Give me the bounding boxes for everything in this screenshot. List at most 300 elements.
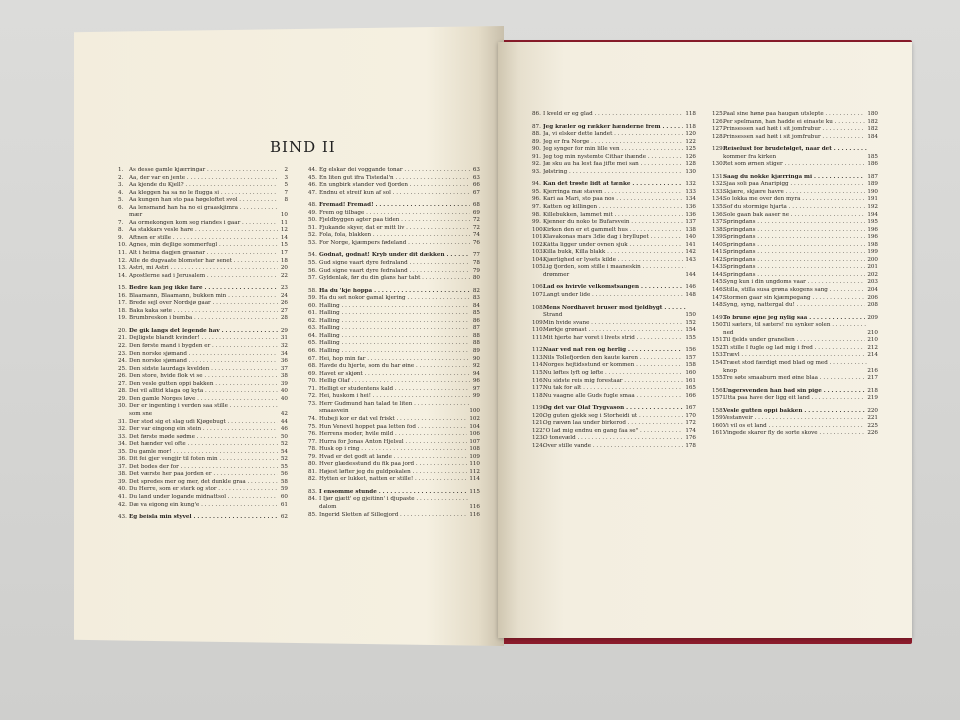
toc-entry-number: 150.: [712, 322, 725, 329]
toc-entry-page: 214: [867, 352, 878, 359]
toc-entry-page: 199: [867, 249, 878, 256]
toc-entry-title: Baka kaka søte . . .: [129, 308, 278, 316]
toc-entry-number: 39.: [118, 478, 127, 485]
toc-entry: [308, 461, 480, 469]
toc-entry: [712, 337, 878, 345]
toc-entry-title: Springdans . . .: [723, 249, 865, 257]
toc-entry: [118, 190, 288, 198]
toc-entry-title: Mørkje grønast . . .: [543, 327, 683, 335]
toc-entry-page: 52: [280, 456, 288, 463]
toc-entry: [118, 273, 288, 281]
toc-entry-number: 71.: [308, 385, 317, 392]
toc-entry-number: 131.: [712, 173, 725, 180]
toc-entry-page: 14: [280, 234, 288, 241]
toc-entry: [118, 479, 288, 487]
toc-entry-number: 61.: [308, 310, 317, 317]
toc-entry: [308, 260, 480, 268]
toc-entry-title: Brede sejl over Nordsjø gaar . . .: [129, 300, 278, 308]
toc-entry-page: 118: [685, 111, 696, 117]
toc-entry-title: Aa kleggen ha sa no le flugga si . . .: [129, 190, 278, 198]
toc-entry: [712, 395, 878, 403]
toc-entry-title: Du land under logande midnattsol . . .: [129, 494, 278, 502]
toc-entry: [308, 386, 480, 394]
toc-entry-title: Syng, syng, nattergal du! . . .: [723, 302, 865, 310]
toc-entry-title: Ha du set nokor gamal kjering . . .: [319, 295, 470, 303]
toc-entry: [118, 449, 288, 457]
toc-entry-title: ned: [723, 329, 734, 336]
toc-entry-number: 149.: [712, 314, 725, 321]
toc-entry-page: 104: [469, 423, 480, 430]
toc-entry-title: Kirken den er et gammelt hus . . .: [543, 227, 683, 235]
toc-entry-number: 45.: [308, 174, 317, 181]
toc-entry-number: 62.: [308, 317, 317, 324]
toc-entry-number: 40.: [118, 486, 127, 493]
toc-entry: [308, 401, 480, 409]
toc-entry-title: Det bodes der for . . .: [129, 464, 278, 472]
toc-entry-title: Jeg kræler og rækker hænderne frem . . .: [543, 124, 683, 132]
toc-entry-page: 116: [469, 503, 480, 510]
toc-entry-number: 128.: [712, 133, 725, 140]
toc-entry-page: 192: [867, 204, 878, 211]
toc-entry-number: 75.: [308, 423, 317, 430]
toc-entry-page: 22: [280, 272, 288, 279]
toc-entry-number: 58.: [308, 287, 317, 294]
toc-entry-title: Endnu et streif kun af sol . . .: [319, 190, 470, 198]
toc-entry: [712, 249, 878, 257]
toc-entry-number: 22.: [118, 343, 127, 350]
toc-entry-number: 67.: [308, 355, 317, 362]
toc-entry-page: 90: [472, 355, 480, 362]
toc-entry: [532, 189, 696, 197]
toc-entry-title: Brumbreskon i bumba . . .: [129, 315, 278, 323]
toc-entry-page: 63: [472, 167, 480, 173]
toc-entry: [712, 430, 878, 438]
toc-entry-page: 18: [280, 257, 288, 264]
toc-entry-page: 3: [284, 174, 288, 181]
toc-entry-page: 88: [472, 340, 480, 347]
toc-entry-number: 154.: [712, 359, 725, 366]
toc-entry: [308, 489, 480, 497]
toc-entry-title: Og guten gjekk seg i Storheidi ut . . .: [543, 413, 683, 421]
toc-entry-title: Nu vaagne alle Guds fugle smaa . . .: [543, 393, 683, 401]
toc-entry-title: Skjære, skjære havre . . .: [723, 189, 865, 197]
toc-entry-page: 67: [472, 189, 480, 196]
toc-entry: [532, 305, 696, 313]
toc-entry-page: 160: [685, 369, 696, 376]
toc-entry-page: 141: [685, 241, 696, 248]
toc-entry-number: 13.: [118, 265, 127, 272]
toc-entry-title: Lad os hvirvle velkomstsangen . . .: [543, 284, 683, 292]
toc-entry: [118, 373, 288, 381]
toc-entry-number: 64.: [308, 332, 317, 339]
toc-entry-number: 73.: [308, 400, 317, 407]
toc-entry-title: Gyldenlak, før du din glans har tabt . . .: [319, 275, 470, 283]
toc-entry: [308, 325, 480, 333]
toc-entry-title: Springdans . . .: [723, 234, 865, 242]
toc-entry-number: 90.: [532, 146, 541, 153]
toc-entry: [118, 220, 288, 228]
toc-entry: [118, 494, 288, 502]
toc-entry-page: 115: [469, 488, 480, 495]
toc-entry-title: Jølstring . . .: [543, 169, 683, 177]
toc-entry-number: 120.: [532, 412, 545, 419]
toc-entry-title: "O lad mig endnu en gang faa se" . . .: [543, 428, 683, 436]
toc-entry-number: 18.: [118, 307, 127, 314]
toc-entry-number: 16.: [118, 292, 127, 299]
toc-entry-page: 96: [472, 378, 480, 385]
toc-entry-page: 204: [867, 287, 878, 294]
toc-entry: [712, 146, 878, 154]
toc-entry-title: Aa kungen han sto paa høgeloftet svol . . .: [129, 197, 278, 205]
toc-entry-title: Herrens moder, hvile mild . . .: [319, 431, 467, 439]
toc-entry-title: Vestanveir . . .: [723, 415, 865, 423]
toc-entry-title: Halling . . .: [319, 303, 470, 311]
toc-entry-number: 15.: [118, 285, 127, 292]
toc-entry-number: 104.: [532, 256, 545, 263]
toc-entry-title: Halling . . .: [319, 310, 470, 318]
toc-entry-page: 84: [472, 302, 480, 309]
toc-entry-page: 46: [280, 426, 288, 433]
toc-entry-title: Hver glædesstund du fik paa jord . . .: [319, 461, 467, 469]
toc-entry: [118, 456, 288, 464]
toc-entry: [308, 167, 480, 175]
toc-entry: [118, 167, 288, 175]
toc-entry-title: Vingede skarer fly de sorte skove . . .: [723, 430, 865, 438]
toc-entry: [532, 327, 696, 335]
toc-entry-number: 98.: [532, 211, 541, 218]
toc-entry-title: As desse gamle kjærringar . . .: [129, 167, 278, 175]
toc-entry-title: Langt under lide . . .: [543, 292, 683, 300]
toc-entry: [532, 420, 696, 428]
toc-entry-number: 57.: [308, 275, 317, 282]
toc-entry-title: Ret som ørnen stiger . . .: [723, 161, 865, 169]
toc-entry-number: 54.: [308, 252, 317, 259]
toc-entry-page: 44: [280, 418, 288, 425]
toc-entry: [712, 212, 878, 220]
toc-entry: [712, 219, 878, 227]
toc-entry-number: 95.: [532, 188, 541, 195]
toc-entry-page: 156: [685, 347, 696, 354]
toc-entry: [532, 347, 696, 355]
toc-entry-number: 19.: [118, 315, 127, 322]
toc-entry: [118, 250, 288, 258]
toc-entry: [712, 227, 878, 235]
toc-entry: [308, 363, 480, 371]
toc-entry-title: Prinsessen sad høit i sit jomfrubur . . .: [723, 126, 865, 134]
toc-entry-title: knop: [723, 367, 737, 374]
toc-entry-title: Agnes, min dejlige sommerfugl . . .: [129, 242, 278, 250]
toc-entry-title: Aftnen er stille . . .: [129, 235, 278, 243]
toc-entry-title: Blaamann, Blaamann, bukken min . . .: [129, 293, 278, 301]
toc-entry-title: Der stod sig et slag udi Kjøgebugt . . .: [129, 419, 278, 427]
toc-entry-page: 212: [867, 344, 878, 351]
toc-entry-page: 11: [280, 219, 288, 226]
toc-entry-number: 84.: [308, 496, 317, 503]
toc-entry-number: 4.: [118, 189, 124, 196]
toc-entry-page: 208: [867, 302, 878, 309]
toc-entry: [118, 441, 288, 449]
toc-entry-page: 180: [867, 111, 878, 117]
toc-entry-title: Ingerid Sletten af Sillegjord . . .: [319, 512, 467, 520]
toc-entry-page: 82: [472, 287, 480, 294]
toc-entry-title: Paal sine hønø paa haugan utslepte . . .: [723, 111, 865, 119]
toc-entry: [308, 275, 480, 283]
toc-entry: [118, 343, 288, 351]
toc-entry-page: 72: [472, 217, 480, 224]
toc-entry-page: 72: [472, 224, 480, 231]
toc-entry-number: 20.: [118, 327, 127, 334]
toc-entry-title: dalom: [319, 503, 337, 510]
toc-entry-number: 6.: [118, 204, 124, 211]
toc-entry-page: 140: [685, 234, 696, 241]
toc-entry-number: 111.: [532, 334, 545, 341]
toc-entry: [308, 288, 480, 296]
toc-entry: [712, 345, 878, 353]
toc-entry-page: 100: [469, 408, 480, 415]
toc-entry-title: Springdans . . .: [723, 264, 865, 272]
toc-entry-number: 44.: [308, 167, 317, 173]
toc-entry: [712, 330, 878, 338]
toc-entry-number: 12.: [118, 257, 127, 264]
toc-entry-page: 87: [472, 325, 480, 332]
toc-entry-page: 61: [280, 501, 288, 508]
toc-entry-number: 107.: [532, 292, 545, 299]
toc-entry-title: Eg elskar dei voggande tonar . . .: [319, 167, 470, 175]
toc-entry: [118, 358, 288, 366]
toc-entry-number: 125.: [712, 111, 725, 117]
toc-entry: [118, 388, 288, 396]
toc-entry-page: 79: [472, 267, 480, 274]
toc-entry-title: Alle de dugvaate blomster har senet . . .: [129, 258, 278, 266]
toc-entry-title: Og det var Olaf Trygvason . . .: [543, 405, 683, 413]
toc-entry: [118, 293, 288, 301]
toc-entry: [532, 405, 696, 413]
toc-entry: [532, 131, 696, 139]
toc-entry-title: Stilla, stilla susa grøna skogens sang . . .: [723, 287, 865, 295]
toc-entry-page: 69: [472, 209, 480, 216]
toc-entry: [118, 182, 288, 190]
toc-entry: [712, 189, 878, 197]
toc-entry: [712, 287, 878, 295]
toc-entry: [532, 242, 696, 250]
toc-entry-title: mær: [129, 212, 143, 219]
toc-entry: [712, 154, 878, 162]
toc-entry: [118, 205, 288, 213]
toc-entry-number: 74.: [308, 415, 317, 422]
toc-entry-title: Prinsessen sad høit i sit jomfrubur . . .: [723, 134, 865, 142]
toc-entry: [712, 352, 878, 360]
toc-entry: [532, 393, 696, 401]
toc-entry-title: Aa ormekongen kom seg riandes i gaar . . .: [129, 220, 278, 228]
toc-entry-number: 79.: [308, 453, 317, 460]
toc-entry-title: Katten og killingen . . .: [543, 204, 683, 212]
toc-entry: [532, 154, 696, 162]
toc-entry-number: 3.: [118, 182, 124, 189]
toc-entry-number: 87.: [532, 123, 541, 130]
toc-entry-number: 132.: [712, 181, 725, 188]
toc-entry-title: Alt i heima dagjen graanar . . .: [129, 250, 278, 258]
toc-entry-page: 40: [280, 388, 288, 395]
toc-entry-number: 82.: [308, 476, 317, 483]
toc-entry-title: Aa, der var en jente . . .: [129, 175, 278, 183]
toc-entry-number: 129.: [712, 146, 725, 153]
toc-entry-number: 133.: [712, 188, 725, 195]
toc-column-right-2: [712, 111, 878, 438]
toc-entry-page: 116: [469, 511, 480, 518]
toc-entry-number: 49.: [308, 209, 317, 216]
toc-entry: [118, 197, 288, 205]
toc-entry: [712, 161, 878, 169]
toc-entry-title: En liten gut ifra Tistedal'n . . .: [319, 175, 470, 183]
toc-entry: [118, 212, 288, 220]
toc-entry-number: 26.: [118, 373, 127, 380]
toc-entry-page: 182: [867, 126, 878, 133]
toc-entry-number: 36.: [118, 456, 127, 463]
toc-entry: [308, 378, 480, 386]
toc-entry-title: Fjukande skyer, dat er mitt liv . . .: [319, 225, 470, 233]
toc-entry-number: 60.: [308, 302, 317, 309]
toc-entry-title: Gud signe vaart dyre fedraland . . .: [319, 268, 470, 276]
toc-entry-title: Springdans . . .: [723, 272, 865, 280]
toc-entry-title: Over stille vande . . .: [543, 443, 683, 451]
toc-entry: [118, 366, 288, 374]
toc-entry-number: 55.: [308, 260, 317, 267]
toc-entry: [308, 175, 480, 183]
toc-entry: [308, 318, 480, 326]
toc-entry: [712, 134, 878, 142]
toc-entry-title: Til sæters, til sæters! nu synker solen . . .: [723, 322, 868, 330]
toc-entry-title: Den vesle gutten oppi bakken . . .: [129, 381, 278, 389]
toc-entry-page: 178: [685, 442, 696, 449]
toc-entry-title: I Ijør gjætt' eg gjeitinn' i djupaste . . .: [319, 496, 470, 504]
toc-entry-page: 128: [685, 161, 696, 168]
toc-entry-title: Halling . . .: [319, 333, 470, 341]
toc-entry-number: 113.: [532, 354, 545, 361]
toc-entry-page: 92: [472, 363, 480, 370]
toc-entry-number: 37.: [118, 463, 127, 470]
toc-entry: [118, 308, 288, 316]
toc-entry-title: Det spredes mer og mer, det dunkle graa . . .: [129, 479, 278, 487]
toc-entry: [118, 502, 288, 510]
toc-entry-page: 203: [867, 279, 878, 286]
toc-entry-title: En ungbirk stander ved fjorden . . .: [319, 182, 470, 190]
toc-entry-number: 88.: [532, 131, 541, 138]
toc-entry-title: Stormen gaar sin kjæmpegang . . .: [723, 295, 865, 303]
toc-entry-page: 10: [280, 212, 288, 219]
toc-entry-title: Havde du hjerte, som du har øine . . .: [319, 363, 470, 371]
toc-entry-title: I kveld er eg glad . . .: [543, 111, 683, 119]
toc-entry-number: 30.: [118, 403, 127, 410]
toc-entry-title: Strand: [543, 312, 563, 319]
toc-entry-number: 157.: [712, 395, 725, 402]
toc-entry-title: Sole gaan bak aaser ne . . .: [723, 212, 865, 220]
toc-entry-title: Husk op i ring . . .: [319, 446, 467, 454]
toc-entry: [308, 202, 480, 210]
toc-entry: [712, 272, 878, 280]
toc-entry: [118, 471, 288, 479]
toc-entry-title: som sne: [129, 410, 153, 417]
toc-entry: [308, 340, 480, 348]
toc-entry-title: De gik langs det legende hav . . .: [129, 328, 278, 336]
toc-entry-page: 38: [280, 373, 288, 380]
toc-entry-title: Hurra for Jonas Anton Hjelsul . . .: [319, 439, 467, 447]
toc-entry-number: 115.: [532, 369, 545, 376]
toc-entry-page: 86: [472, 317, 480, 324]
toc-entry: [308, 424, 480, 432]
toc-entry: [712, 388, 878, 396]
toc-entry: [118, 285, 288, 293]
toc-entry-number: 27.: [118, 380, 127, 387]
toc-entry: [712, 360, 878, 368]
toc-entry-number: 123.: [532, 435, 545, 442]
toc-entry-number: 21.: [118, 335, 127, 342]
toc-entry-title: Syng kun i din ungdoms vaar . . .: [723, 279, 865, 287]
toc-entry: [532, 196, 696, 204]
toc-entry: [532, 355, 696, 363]
toc-entry: [308, 476, 480, 484]
toc-entry-number: 41.: [118, 493, 127, 500]
toc-entry-title: Den store, hvide flok vi se . . .: [129, 373, 278, 381]
toc-entry-page: 143: [685, 256, 696, 263]
toc-entry-title: Til fjelds under granelien . . .: [723, 337, 865, 345]
toc-entry-number: 124.: [532, 442, 545, 449]
toc-entry: [308, 371, 480, 379]
toc-entry-number: 81.: [308, 468, 317, 475]
toc-entry-number: 137.: [712, 219, 725, 226]
toc-entry: [118, 434, 288, 442]
toc-entry-page: 220: [867, 407, 878, 414]
toc-entry: [712, 242, 878, 250]
toc-entry-page: 219: [867, 395, 878, 402]
toc-entry-page: 85: [472, 310, 480, 317]
toc-entry-number: 17.: [118, 300, 127, 307]
toc-entry: [532, 181, 696, 189]
toc-entry: [532, 249, 696, 257]
toc-entry-page: 24: [280, 292, 288, 299]
toc-entry-page: 187: [867, 173, 878, 180]
toc-entry-page: 191: [867, 196, 878, 203]
toc-entry-title: Hei, huskom i hei! . . .: [319, 393, 470, 401]
toc-entry-title: Hvad er det godt at lande . . .: [319, 454, 467, 462]
toc-entry: [118, 396, 288, 404]
toc-entry: [308, 408, 480, 416]
toc-entry: [712, 126, 878, 134]
toc-entry-page: 157: [685, 354, 696, 361]
toc-entry-page: 94: [472, 370, 480, 377]
toc-entry-title: Halling . . .: [319, 340, 470, 348]
toc-entry-number: 160.: [712, 422, 725, 429]
toc-entry-title: Højest løfter jeg du guldpokalen . . .: [319, 469, 467, 477]
toc-entry-title: Aa stakkars vesle hare . . .: [129, 227, 278, 235]
toc-entry: [712, 279, 878, 287]
toc-entry-number: 50.: [308, 217, 317, 224]
toc-entry-page: 132: [685, 181, 696, 188]
toc-entry-number: 10.: [118, 242, 127, 249]
toc-entry-page: 218: [867, 387, 878, 394]
toc-entry-page: 17: [280, 250, 288, 257]
toc-entry-title: Hubeji kor er dat vel friskt . . .: [319, 416, 467, 424]
toc-entry-title: Reiselust for brudefølget, naar det . . .: [723, 146, 868, 154]
toc-entry: [532, 335, 696, 343]
toc-entry-title: Hun Venevil hoppet paa letten fod . . .: [319, 424, 467, 432]
toc-entry-title: Jeg synger for min lille ven . . .: [543, 146, 683, 154]
toc-entry: [118, 335, 288, 343]
toc-entry-title: Jeg er fra Norge . . .: [543, 139, 683, 147]
toc-entry-title: Frem og tilbage . . .: [319, 210, 470, 218]
toc-entry: [118, 328, 288, 336]
toc-entry: [308, 182, 480, 190]
toc-entry-number: 28.: [118, 388, 127, 395]
